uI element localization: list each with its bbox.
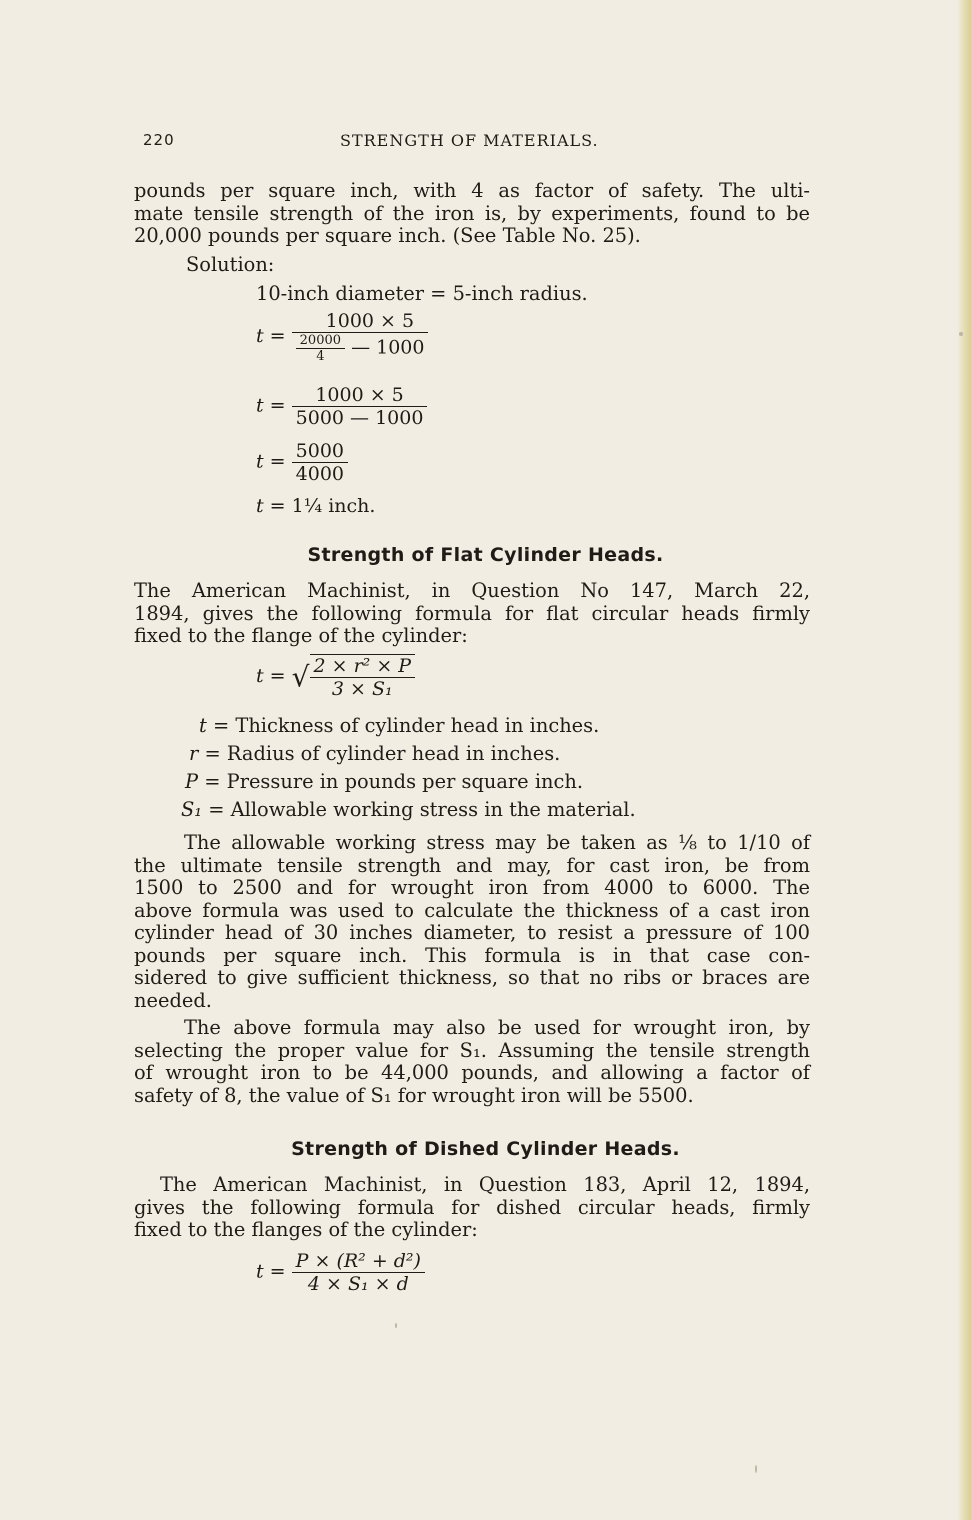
allowable-stress-paragraph: [134, 832, 810, 1012]
running-title: STRENGTH OF MATERIALS.: [340, 131, 599, 150]
solution-result: [256, 495, 375, 517]
flat-head-formula: [256, 654, 415, 700]
fraction-numerator: 2 × r² × P: [313, 655, 412, 677]
fraction-numerator: 5000: [295, 440, 345, 462]
para-line: The allowable working stress may be taken as ⅛ to 1/10 of: [184, 831, 810, 854]
fraction: [292, 384, 428, 429]
para-line: above formula was used to calculate the thickness of a cast iron: [134, 898, 810, 922]
para-line: the ultimate tensile strength and may, for cast iron, be from: [134, 853, 810, 877]
para-line: 1500 to 2500 and for wrought iron from 4000 to 6000. The: [134, 876, 810, 899]
fraction-numerator: 1000 × 5: [315, 384, 404, 406]
fraction-numerator: P × (R² + d²): [295, 1250, 421, 1272]
fraction-numerator: 1000 × 5: [325, 310, 415, 332]
inner-denominator: 4: [296, 348, 345, 364]
para-line: safety of 8, the value of S₁ for wrought iron will be 5500.: [134, 1083, 694, 1107]
result-value: 1¼ inch.: [291, 495, 376, 517]
fraction: [310, 654, 416, 700]
definition-symbol: S₁: [181, 798, 203, 821]
definition-text: = Allowable working stress in the material.: [208, 798, 636, 821]
solution-label: Solution:: [186, 253, 275, 276]
fraction: [292, 440, 348, 485]
definition-symbol: t: [199, 714, 207, 737]
definition-text: = Thickness of cylinder head in inches.: [212, 714, 600, 737]
formula-lhs: t =: [256, 325, 286, 347]
definition-text: = Pressure in pounds per square inch.: [204, 770, 584, 793]
para-line: The American Machinist, in Question No 147, March 22,: [134, 579, 810, 602]
fraction-denominator: [292, 332, 429, 364]
fraction-denominator: 4000: [292, 462, 348, 485]
para-line: selecting the proper value for S₁. Assuming the tensile strength: [134, 1038, 810, 1062]
dished-intro-paragraph: [134, 1174, 810, 1242]
solution-step-3: [256, 440, 348, 485]
definition-symbol: P: [185, 770, 199, 793]
para-line: pounds per square inch. This formula is in that case con-: [134, 943, 810, 967]
intro-line: pounds per square inch, with 4 as factor of safety. The ulti-: [134, 179, 810, 202]
formula-lhs: t =: [256, 1260, 286, 1283]
intro-line: 20,000 pounds per square inch. (See Table No. 25).: [134, 224, 641, 247]
para-line: 1894, gives the following formula for flat circular heads firmly: [134, 601, 810, 625]
fraction: [292, 1250, 425, 1295]
intro-paragraph: [134, 180, 810, 248]
wrought-iron-paragraph: [134, 1017, 810, 1107]
para-line: The above formula may also be used for wrought iron, by: [184, 1016, 810, 1039]
definition-text: = Radius of cylinder head in inches.: [204, 742, 561, 765]
section-heading-dished: Strength of Dished Cylinder Heads.: [291, 1138, 680, 1160]
fraction-denominator: 5000 — 1000: [292, 406, 428, 429]
flat-intro-paragraph: [134, 580, 810, 648]
definition-r: [189, 742, 560, 765]
formula-lhs: t =: [256, 394, 286, 417]
definition-symbol: r: [189, 742, 199, 765]
page-number: 220: [143, 131, 175, 149]
para-line: sidered to give sufficient thickness, so that no ribs or braces are: [134, 966, 810, 989]
para-line: needed.: [134, 988, 212, 1012]
para-line: gives the following formula for dished circular heads, firmly: [134, 1195, 810, 1219]
formula-lhs: t =: [256, 665, 286, 687]
fraction-denominator: 4 × S₁ × d: [292, 1272, 425, 1295]
para-line: fixed to the flange of the cylinder:: [134, 624, 468, 647]
definition-t: [199, 714, 599, 737]
paper-speck: [395, 1323, 397, 1328]
solution-step-2: [256, 384, 427, 429]
intro-line: mate tensile strength of the iron is, by experiments, found to be: [134, 201, 810, 225]
para-line: cylinder head of 30 inches diameter, to resist a pressure of 100: [134, 921, 810, 944]
definition-s1: [181, 798, 636, 821]
section-heading-flat: Strength of Flat Cylinder Heads.: [307, 544, 664, 566]
denominator-tail: — 1000: [351, 336, 425, 359]
fraction-denominator: 3 × S₁: [310, 677, 416, 700]
radius-line: 10-inch diameter = 5-inch radius.: [256, 282, 588, 305]
solution-step-1: [256, 310, 428, 364]
inner-numerator: 20000: [299, 333, 342, 348]
dished-head-formula: [256, 1250, 425, 1295]
para-line: fixed to the flanges of the cylinder:: [134, 1218, 478, 1241]
inner-fraction: [296, 333, 345, 364]
running-header: [0, 131, 971, 153]
formula-lhs: t =: [256, 495, 286, 517]
fraction: [292, 310, 429, 364]
definition-p: [185, 770, 583, 793]
para-line: of wrought iron to be 44,000 pounds, and allowing a factor of: [134, 1061, 810, 1084]
paper-speck: [959, 332, 963, 336]
radical-sign: √: [291, 660, 310, 694]
paper-speck: [755, 1465, 757, 1473]
para-line: The American Machinist, in Question 183, April 12, 1894,: [160, 1173, 810, 1196]
formula-lhs: t =: [256, 450, 286, 473]
